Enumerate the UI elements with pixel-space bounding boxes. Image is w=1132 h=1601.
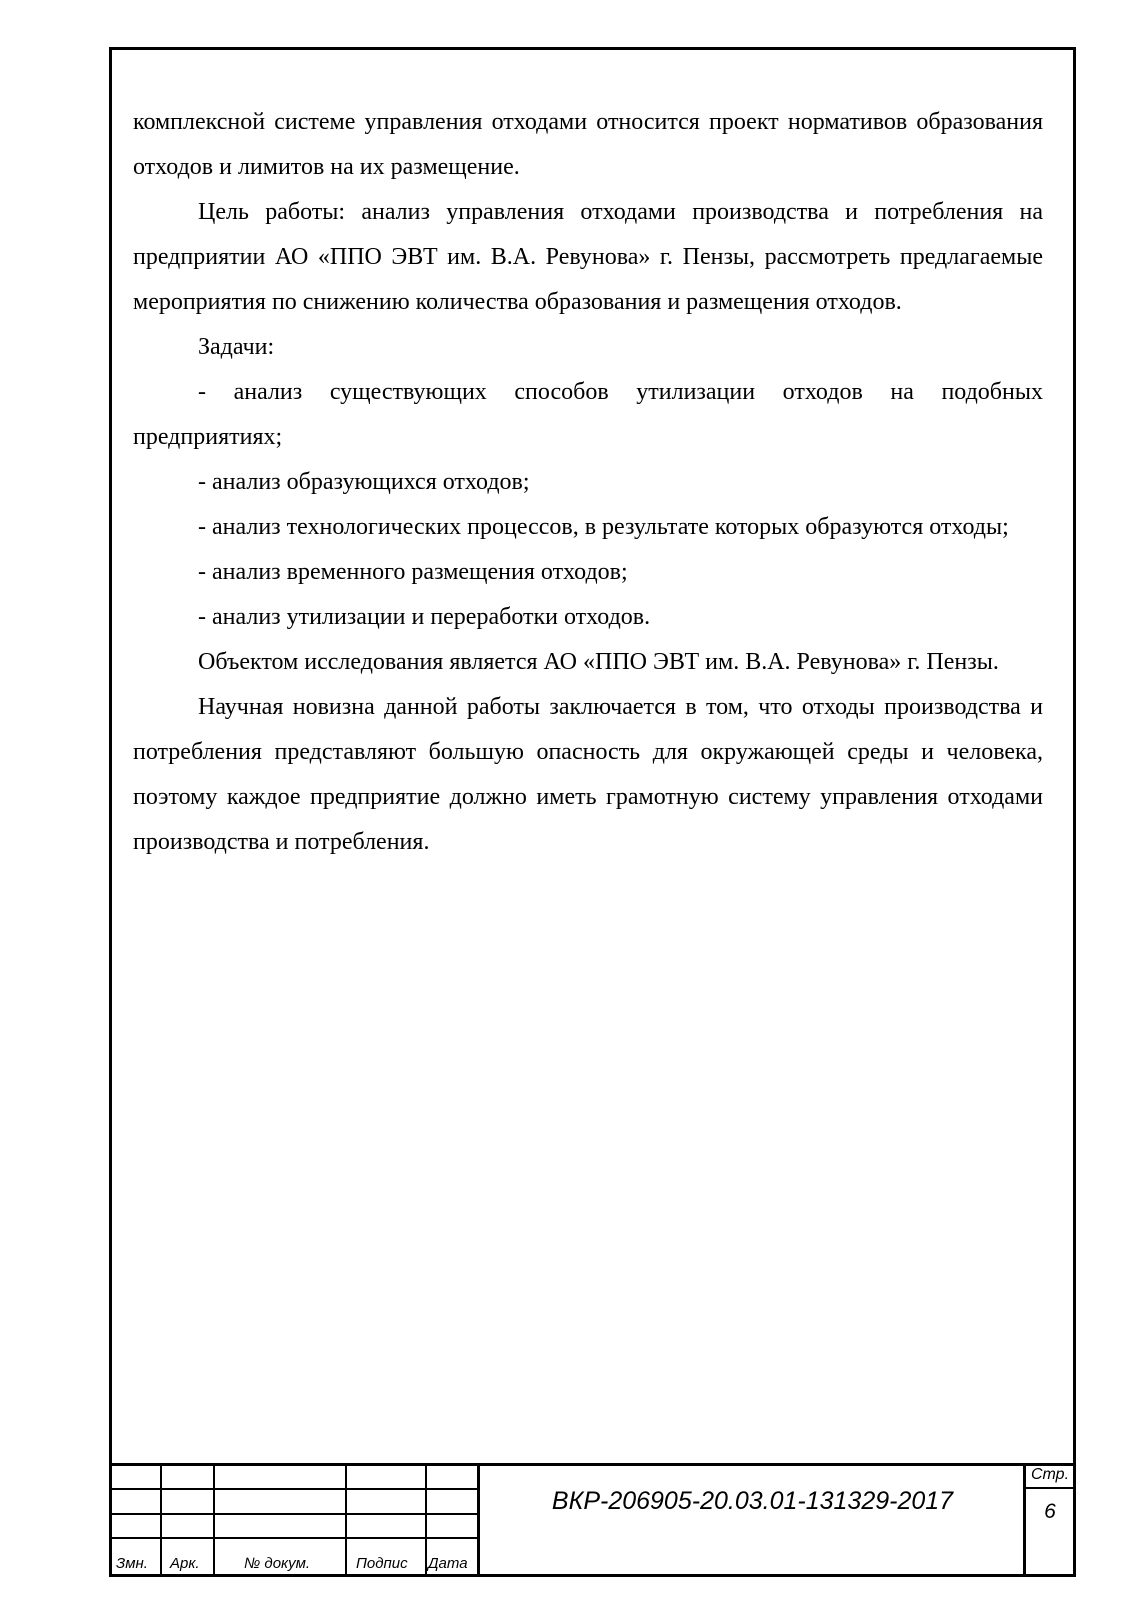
paragraph-1: Цель работы: анализ управления отходами производства и потребления на предприятии АО «ППО ЭВТ им. В.А. Ревунова» г. Пензы, рассмотреть предлагаемые мероприятия по снижению количества образования и размещения отходов. (133, 199, 1043, 315)
stamp-col-izm: Змн. (116, 1555, 148, 1572)
document-body (133, 100, 1043, 865)
paragraph-3: - анализ существующих способов утилизации отходов на подобных предприятиях; (133, 379, 1043, 450)
paragraph-6: - анализ временного размещения отходов; (198, 559, 628, 585)
stamp-col-list: Арк. (170, 1555, 200, 1572)
stamp-col-line-1 (160, 1463, 162, 1577)
stamp-col-sign: Подпис (356, 1555, 408, 1572)
stamp-row-line-2 (109, 1513, 479, 1515)
stamp-row-line-1 (109, 1488, 479, 1490)
stamp-col-line-5 (477, 1463, 480, 1577)
page-label: Стр. (1030, 1466, 1070, 1483)
document-code: ВКР-206905-20.03.01-131329-2017 (551, 1487, 954, 1515)
paragraph-0: комплексной системе управления отходами относится проект нормативов образования отходов и лимитов на их размещение. (133, 109, 1043, 180)
stamp-col-date: Дата (428, 1555, 468, 1572)
stamp-page-divider (1023, 1487, 1076, 1489)
stamp-col-line-2 (213, 1463, 215, 1577)
paragraph-9: Научная новизна данной работы заключается в том, что отходы производства и потребления представляют большую опасность для окружающей среды и человека, поэтому каждое предприятие должно иметь грамотную систему управления отходами производства и потребления. (133, 694, 1043, 855)
stamp-col-line-4 (425, 1463, 427, 1577)
paragraph-7: - анализ утилизации и переработки отходов. (198, 604, 651, 630)
stamp-top-line (109, 1463, 1076, 1466)
stamp-col-line-3 (345, 1463, 347, 1577)
paragraph-8: Объектом исследования является АО «ППО ЭВТ им. В.А. Ревунова» г. Пензы. (198, 649, 999, 675)
page-number: 6 (1044, 1500, 1056, 1523)
stamp-col-doc: № докум. (244, 1555, 311, 1572)
paragraph-5: - анализ технологических процессов, в результате которых образуются отходы; (198, 514, 1009, 540)
paragraph-4: - анализ образующихся отходов; (198, 469, 530, 495)
title-block (109, 1463, 1076, 1577)
paragraph-2: Задачи: (198, 334, 275, 360)
stamp-row-line-3 (109, 1537, 479, 1539)
